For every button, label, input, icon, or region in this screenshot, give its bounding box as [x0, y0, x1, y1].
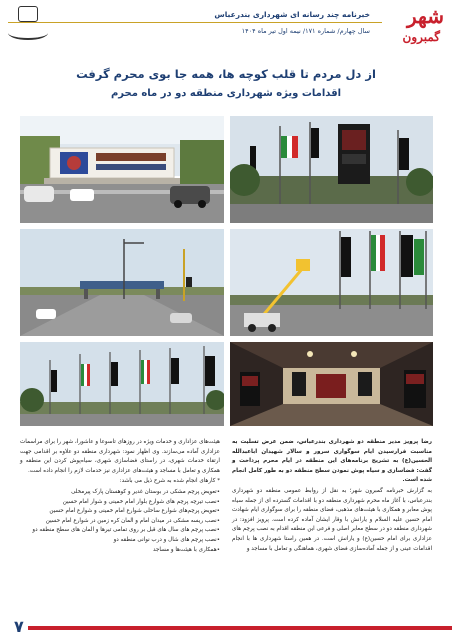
publication-title: خبرنامه چند رسانه ای شهرداری بندرعباس — [214, 10, 370, 19]
brand-main-text: شهر — [406, 4, 444, 28]
article-lead-paragraph: رضا پرویز مدیر منطقه دو شهرداری بندرعباس، ضمن عرض تسلیت به مناسبت فرارسیدن ایام سوگواری سرور و سالار شهیدان اباعبدالله الحسین(ع) به تشریح برنامه‌های این منطقه در ایام محرم پرداخت و گفت: فضاسازی و سیاه پوش نمودن سطح منطقه دو به طور کامل انجام شده است. — [232, 439, 432, 484]
photo-boulevard-flags — [20, 342, 224, 426]
list-item: •نصب پرچم های سال های قبل بر روی تمامی تیرها و المان های سطح منطقه دو — [32, 527, 220, 534]
photo-highway-bridge — [20, 229, 224, 336]
list-item: •تعویض پرچم مشکی در بوستان غدیر و کوهستان پارک پیرمخلی — [71, 488, 220, 495]
article-body-paragraph: به گزارش خبرنامه گمبرون شهر؛ به نقل از روابط عمومی منطقه دو شهرداری بندرعباس، با آغاز ماه محرم شهرداری منطقه دو با اقدامات گسترده ای از جمله سیاه پوش معابر و همکاری با هیئت‌های مذهبی، فضای منطقه را برای سوگواری ایام شهادت امام حسین علیه السلام و یارانش با وقار ایشان آماده کرده است. پرویز افزود: ‌در شهرداری منطقه دو در سطح معابر اصلی و فرعی این منطقه اقدام به نصب پرچم های عزاداری برای امام حسین(ع) و یارانش است. در همین راستا شهرداری ها با انجام اقدامات عینی و از جمله آماده‌سازی فضای شهری، هماهنگی و تعامل با مساجد و — [232, 487, 432, 552]
logo-seal-icon — [18, 6, 38, 22]
photo-mosque-banner — [20, 116, 224, 223]
article-left-lead: * کارهای انجام شده به شرح ذیل می باشد: — [119, 478, 220, 485]
brand-sub-text: گمبرون — [402, 30, 440, 44]
photo-indoor-hall-banners — [230, 342, 433, 426]
footer-bar — [28, 626, 452, 630]
article-right-column — [232, 438, 432, 555]
list-item: •تعویض پرچم‌های شوارع ساحلی شوارع امام خمینی و شوارع امام حسین — [49, 508, 220, 515]
photo-flag-poles-workers — [230, 229, 433, 336]
list-item: •نصب ریسه مشکی در میدان امام و المان کره زمین در شوارع امام حسین — [45, 517, 220, 524]
article-subheadline: اقدامات ویژه شهرداری منطقه دو در ماه محرم — [110, 88, 342, 99]
article-headline: از دل مردم تا قلب کوچه ها، همه جا بوی محرم گرفت — [76, 67, 376, 81]
issue-line: سال چهارم/ شماره ۱۷۱/ نیمه اول تیر ماه ۱۴۰۴ — [241, 27, 370, 35]
municipality-logo — [8, 6, 48, 42]
list-item: •نصب پرچم های شال و درب نوانی منطقه دو — [113, 536, 220, 543]
photo-street-flags-night-billboard — [230, 116, 433, 223]
page-number: ۷ — [14, 617, 24, 636]
header-divider — [8, 22, 382, 23]
article-left-intro: هیئت‌های عزاداری و خدمات ویژه در روزهای تاسوعا و عاشورا، شهر را برای مراسمات عزاداری آماده می‌سازند. وی اظهار نمود: شهرداری منطقه دو علاوه بر اقدامی جهت ارتقاء خدمات شهری، در راستای فضاسازی شهری، سیاه‌پوش کردن این منطقه و همکاری و تعامل با مساجد و هیئت‌های عزاداری نیز خدمات لازم را انجام داده است. — [20, 439, 220, 474]
brand-logo — [384, 4, 446, 48]
article-left-column — [20, 438, 220, 555]
list-item: •همکاری با هیئت‌ها و مساجد — [153, 546, 220, 553]
page-header — [0, 0, 452, 50]
logo-script-icon — [8, 26, 48, 40]
list-item: •نصب تیرچه پرچم های شوارع بلوار امام خمینی و شوار امام حسین — [62, 498, 220, 505]
